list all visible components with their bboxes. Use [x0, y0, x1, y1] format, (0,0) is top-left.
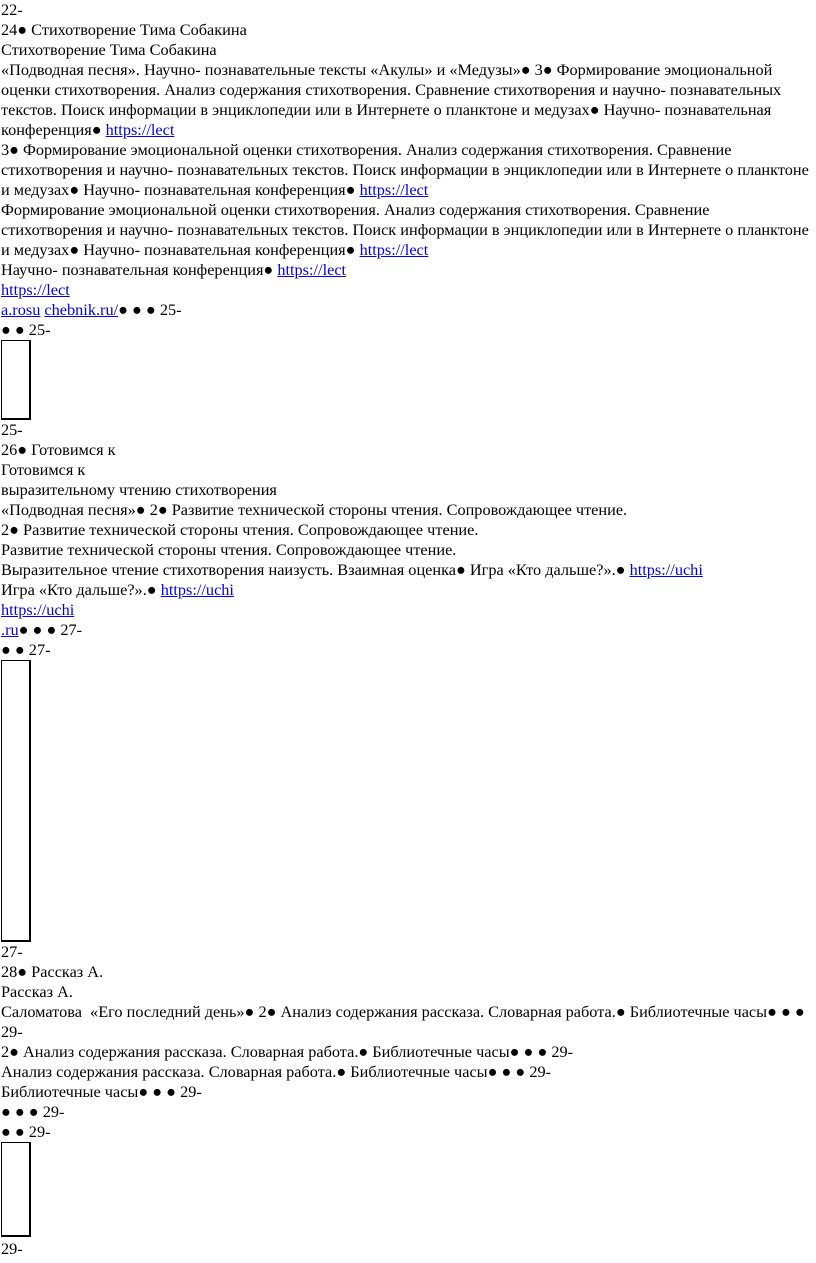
lesson-number-label: 25- [1, 420, 23, 439]
resource-link[interactable]: https://uchi [160, 580, 234, 599]
line-text: Анализ содержания рассказа. Словарная работа.● Библиотечные часы● ● ● 29- [1, 1062, 552, 1081]
line-text: Стихотворение Тима Собакина [1, 40, 217, 59]
text-line [1, 982, 811, 1002]
text-line [1, 520, 811, 540]
line-text: 3● Формирование эмоциональной оценки стихотворения. Анализ содержания стихотворения. Сравнение стихотворения и научно- познавательных текстов. Поиск информации в энциклопедии или в Интернете о планктоне и медузах● Научно- познавательная конференция● [1, 140, 813, 199]
text-line [1, 0, 811, 20]
line-text: 26● Готовимся к [1, 440, 116, 459]
text-line [1, 1102, 811, 1122]
text-line [1, 140, 811, 200]
text-line [1, 500, 811, 520]
text-line [1, 1042, 811, 1062]
resource-link[interactable]: https://lect [359, 240, 429, 259]
text-line [1, 560, 811, 580]
text-line [1, 962, 811, 982]
text-line [1, 580, 811, 600]
line-suffix: ● ● ● 25- [118, 300, 182, 319]
resource-link[interactable]: chebnik.ru/ [44, 300, 119, 319]
text-line [1, 480, 811, 500]
line-text: Игра «Кто дальше?».● [1, 580, 161, 599]
text-line [1, 40, 811, 60]
text-line [1, 1002, 811, 1042]
line-text: «Подводная песня». Научно- познавательные тексты «Акулы» и «Медузы»● 3● Формирование эмоциональной оценки стихотворения. Анализ содержания стихотворения. Сравнение стихотворения и научно- познавательных текстов. Поиск информации в энциклопедии или в Интернете о планктоне и медузах● Научно- познавательная конференция● [1, 60, 786, 139]
line-text: Рассказ А. [1, 982, 73, 1001]
text-line [1, 460, 811, 480]
empty-table-cell [1, 660, 31, 942]
lesson-number-label: 27- [1, 942, 23, 961]
text-line [1, 1122, 811, 1142]
line-text: Саломатова «Его последний день»● 2● Анализ содержания рассказа. Словарная работа.● Библиотечные часы● ● ● 29- [1, 1002, 809, 1041]
text-line [1, 1082, 811, 1102]
resource-link[interactable]: https://lect [105, 120, 175, 139]
resource-link[interactable]: .ru [1, 620, 19, 639]
line-text: Научно- познавательная конференция● [1, 260, 278, 279]
text-line [1, 540, 811, 560]
line-text: ● ● 27- [1, 640, 51, 659]
line-text: ● ● 25- [1, 320, 51, 339]
resource-link[interactable]: https://uchi [1, 600, 75, 619]
line-text: Развитие технической стороны чтения. Сопровождающее чтение. [1, 540, 457, 559]
lesson-number-label: 29- [1, 1239, 23, 1258]
line-text: ● ● ● 29- [1, 1102, 65, 1121]
resource-link[interactable]: https://lect [359, 180, 429, 199]
line-text: 28● Рассказ А. [1, 962, 104, 981]
text-line [1, 60, 811, 140]
line-suffix: ● ● ● 27- [18, 620, 83, 639]
text-line [1, 640, 811, 660]
resource-link[interactable]: a.rosu [1, 300, 41, 319]
line-text: Формирование эмоциональной оценки стихотворения. Анализ содержания стихотворения. Сравнение стихотворения и научно- познавательных текстов. Поиск информации в энциклопедии или в Интернете о планктоне и медузах● Научно- познавательная конференция● [1, 200, 813, 259]
line-text: Библиотечные часы● ● ● 29- [1, 1082, 202, 1101]
text-line [1, 200, 811, 260]
text-line [1, 20, 811, 40]
line-text: Готовимся к [1, 460, 86, 479]
text-line [1, 260, 811, 280]
line-text: 2● Развитие технической стороны чтения. Сопровождающее чтение. [1, 520, 479, 539]
line-text: выразительному чтению стихотворения [1, 480, 277, 499]
empty-table-cell [1, 1142, 31, 1237]
line-text: 22- [1, 0, 23, 19]
line-text: 24● Стихотворение Тима Собакина [1, 20, 247, 39]
resource-link[interactable]: https://lect [277, 260, 347, 279]
text-line [1, 1062, 811, 1082]
text-line [1, 440, 811, 460]
text-line [1, 300, 811, 320]
text-line [1, 600, 811, 620]
text-line [1, 620, 811, 640]
line-text: Выразительное чтение стихотворения наизусть. Взаимная оценка● Игра «Кто дальше?».● [1, 560, 630, 579]
resource-link[interactable]: https://lect [1, 280, 70, 299]
line-text: «Подводная песня»● 2● Развитие технической стороны чтения. Сопровождающее чтение. [1, 500, 628, 519]
text-line [1, 320, 811, 340]
empty-table-cell [1, 340, 31, 420]
text-line [1, 280, 811, 300]
line-text: ● ● 29- [1, 1122, 51, 1141]
resource-link[interactable]: https://uchi [629, 560, 703, 579]
line-text: 2● Анализ содержания рассказа. Словарная работа.● Библиотечные часы● ● ● 29- [1, 1042, 574, 1061]
